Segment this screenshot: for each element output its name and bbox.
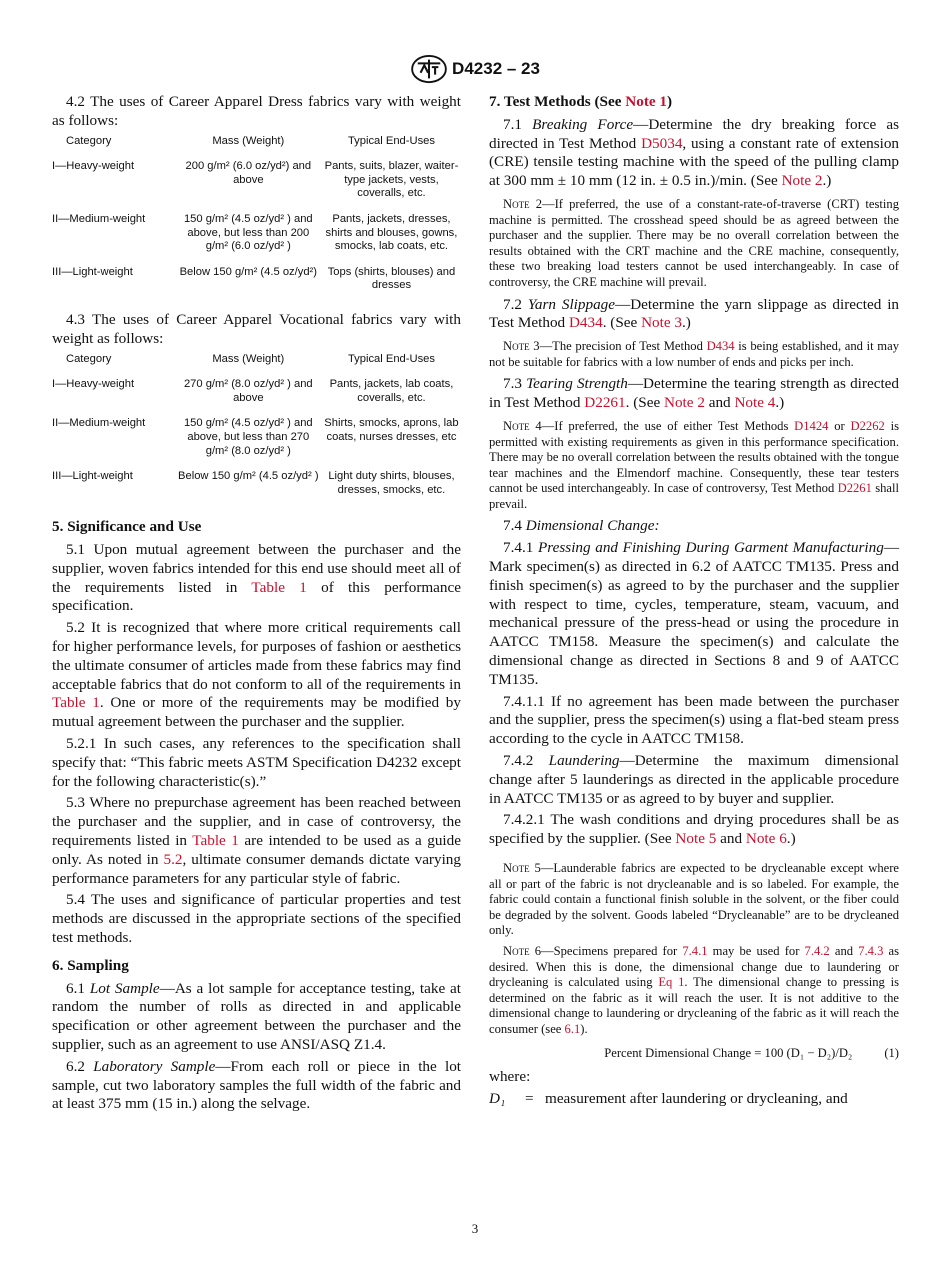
variable-description: measurement after laundering or drycleaning, and <box>545 1090 848 1108</box>
page-number: 3 <box>471 1221 479 1236</box>
para-6-1: 6.1 Lot Sample—As a lot sample for acceptance testing, take at random the number of rolls as directed in and applicable specification or other agreement between the purchaser and the supplier, such as an agreement to use ANSI/ASQ Z1.4. <box>52 979 462 1053</box>
para-7-1: 7.1 Breaking Force—Determine the dry breaking force as directed in Test Method D5034, using a constant rate of extension (CRE) tensile testing machine with the speed of the pulling clamp at 300 mm ± 10 mm (12 in. ± 0.5 in.)/min. (See Note 2.) <box>489 115 900 190</box>
section-5-heading: 5. Significance and Use <box>52 518 202 536</box>
para-7-4-2-1: 7.4.2.1 The wash conditions and drying procedures shall be as specified by the supplier. (See Note 5 and Note 6.) <box>489 811 899 848</box>
table-header: Typical End-Uses <box>347 352 435 365</box>
variable-definition <box>489 1090 899 1109</box>
table-cell: Light duty shirts, blouses, dresses, smocks, etc. <box>328 470 455 496</box>
para-7-2: 7.2 Yarn Slippage—Determine the yarn slippage as directed in Test Method D434. (See Note 3.) <box>489 295 900 332</box>
note-3: Note 3—The precision of Test Method D434 is being established, and it may not be suitable for fabrics with a low number of ends and picks per inch. <box>489 339 899 369</box>
note-3-link[interactable]: Note 3 <box>641 314 682 332</box>
d434-link[interactable]: D434 <box>706 339 735 354</box>
para-7-4: 7.4 Dimensional Change: <box>503 517 660 535</box>
para-7-3: 7.3 Tearing Strength—Determine the tearing strength as directed in Test Method D2261. (See Note 2 and Note 4.) <box>489 375 899 412</box>
astm-logo-icon <box>410 54 448 84</box>
variable-symbol: D₁ <box>489 1090 506 1108</box>
para-4-3: 4.3 The uses of Career Apparel Vocational fabrics vary with weight as follows: <box>52 310 461 347</box>
note-4: Note 4—If preferred, the use of either Test Methods D1424 or D2262 is permitted with existing requirements as given in this performance specification. There may be no overall correlation between the results obtained with the tongue tear machines and the Elmendorf machine. Consequently, these tear testers cannot be used interchangeably. In case of controversy, Test Method D2261 shall prevail. <box>489 418 899 511</box>
table-header: Category <box>66 134 112 147</box>
equation-1-link[interactable]: Eq 1 <box>658 975 685 990</box>
note-1-link[interactable]: Note 1 <box>625 93 668 110</box>
table-row <box>52 470 461 509</box>
note-2: Note 2—If preferred, the use of a constant-rate-of-traverse (CRT) testing machine is permitted. The crosshead speed should be as agreed between the purchaser and the supplier. There may be no overall correlation between the results obtained with the CRT machine and the CRE machine, consequently, these two breaking load testers cannot be used interchangeably. In case of controversy, the CRE machine will prevail. <box>489 196 899 289</box>
table-row <box>52 417 461 470</box>
section-6-heading: 6. Sampling <box>52 956 129 974</box>
table-cell: II—Medium-weight <box>52 212 146 225</box>
para-7-4-1: 7.4.1 Pressing and Finishing During Garment Manufacturing—Mark specimen(s) as directed in 6.2 of AATCC TM135. Press and finish specimen(s) as agreed to by the purchaser and the supplier with respect to time, cycles, temperature, steam, vacuum, and mechanical pressure of the press-head or using the procedure in AATCC TM158. Measure the specimen(s) and calculate the dimensional change as directed in Sections 8 and 9 of AATCC TM135. <box>489 539 899 688</box>
para-6-2: 6.2 Laboratory Sample—From each roll or piece in the lot sample, cut two laboratory samples the full width of the fabric and at least 375 mm (15 in.) along the selvage. <box>52 1057 462 1113</box>
table-cell: III—Light-weight <box>52 265 133 278</box>
note-4-link[interactable]: Note 4 <box>734 394 776 412</box>
table-1-link[interactable]: Table 1 <box>192 832 239 850</box>
note-5: Note 5—Launderable fabrics are expected to be drycleanable except where all or part of the fabric is not drycleanable and is so labeled. For example, the fabric could contain a functional finish soluble in the solvent, or the fiber could be degraded by the solvent. Goods labeled “Drycleanable” are to be drycleaned only. <box>489 861 899 938</box>
d1424-link[interactable]: D1424 <box>794 418 829 433</box>
table-cell: III—Light-weight <box>52 470 133 483</box>
d2261-link[interactable]: D2261 <box>837 481 872 496</box>
table-cell: 150 g/m² (4.5 oz/yd² ) and above, but less than 270 g/m² (8.0 oz/yd² ) <box>183 417 313 457</box>
table-header: Mass (Weight) <box>212 134 285 147</box>
table-cell: II—Medium-weight <box>52 417 146 430</box>
para-5-1: 5.1 Upon mutual agreement between the purchaser and the supplier, woven fabrics intended for this end use should meet all of the requirements listed in Table 1 of this performance specification. <box>52 541 462 615</box>
para-5-2-1: 5.2.1 In such cases, any references to the specification shall specify that: “This fabric meets ASTM Specification D4232 except for the following characteristic(s).” <box>52 735 461 790</box>
table-cell: Pants, jackets, dresses, shirts and blouses, gowns, smocks, lab coats, etc. <box>325 212 458 253</box>
table-row <box>52 266 461 305</box>
equals-sign: = <box>525 1090 534 1108</box>
equation-number: (1) <box>884 1045 899 1060</box>
where-label: where: <box>489 1068 531 1086</box>
table-row <box>52 160 461 213</box>
table-cell: Shirts, smocks, aprons, lab coats, nurses dresses, etc <box>324 417 459 443</box>
table-cell: I—Heavy-weight <box>52 378 135 391</box>
table-cell: 270 g/m² (8.0 oz/yd² ) and above <box>183 378 313 404</box>
section-7-4-2-link[interactable]: 7.4.2 <box>804 944 830 958</box>
table-cell: Tops (shirts, blouses) and dresses <box>327 265 456 292</box>
table-row <box>52 378 461 417</box>
right-column <box>489 93 899 1109</box>
table-cell: Below 150 g/m² (4.5 oz/yd² ) <box>178 470 319 483</box>
table-cell: 150 g/m² (4.5 oz/yd² ) and above, but less than 200 g/m² (6.0 oz/yd² ) <box>183 212 313 253</box>
table-1-link[interactable]: Table 1 <box>251 578 307 596</box>
note-5-link[interactable]: Note 5 <box>675 830 717 848</box>
table-row <box>52 213 461 266</box>
table-cell: Pants, jackets, lab coats, coveralls, etc. <box>329 378 454 404</box>
equation-text: Percent Dimensional Change = 100 (D₁ − D₂)/D₂ <box>604 1045 853 1060</box>
note-2-link[interactable]: Note 2 <box>664 394 705 412</box>
table-1-link[interactable]: Table 1 <box>52 694 100 712</box>
section-7-4-3-link[interactable]: 7.4.3 <box>858 944 884 958</box>
note-6: Note 6—Specimens prepared for 7.4.1 may be used for 7.4.2 and 7.4.3 as desired. When this is done, the dimensional change due to laundering or drycleaning is calculated using Eq 1. The dimensional change to pressing is determined on the fabric as it will reach the user. It is not additive to the dimensional change to laundering or drycleaning of the fabric as it will reach the consumer (see 6.1). <box>489 944 900 1036</box>
left-column <box>52 93 461 1117</box>
note-6-link[interactable]: Note 6 <box>745 830 787 848</box>
section-7-heading: 7. Test Methods (See Note 1) <box>489 93 673 110</box>
table-header: Category <box>66 352 112 365</box>
d434-link[interactable]: D434 <box>568 314 603 332</box>
para-7-4-1-1: 7.4.1.1 If no agreement has been made between the purchaser and the supplier, press the specimen(s) using a flat-bed steam press according to the cycle in AATCC TM158. <box>489 692 899 748</box>
d2262-link[interactable]: D2262 <box>850 418 885 433</box>
document-code: D4232 – 23 <box>452 59 540 78</box>
section-6-1-link[interactable]: 6.1 <box>564 1021 581 1036</box>
para-4-2: 4.2 The uses of Career Apparel Dress fabrics vary with weight as follows: <box>52 93 461 129</box>
table-cell: I—Heavy-weight <box>52 160 135 173</box>
d2261-link[interactable]: D2261 <box>584 394 626 412</box>
para-5-2: 5.2 It is recognized that where more critical requirements call for higher performance levels, for purposes of fashion or aesthetics the ultimate consumer of articles made from these fabrics may find acceptable fabrics that do not conform to all of the requirements in Table 1. One or more of the requirements may be modified by mutual agreement between the purchaser and the supplier. <box>52 619 461 731</box>
table-cell: Below 150 g/m² (4.5 oz/yd²) <box>179 265 318 278</box>
table-cell: Pants, suits, blazer, waiter-type jackets, vests, coveralls, etc. <box>324 160 459 200</box>
section-5-2-link[interactable]: 5.2 <box>163 850 183 868</box>
para-7-4-2: 7.4.2 Laundering—Determine the maximum dimensional change after 5 launderings as directed in the applicable procedure in AATCC TM135 or as agreed to by buyer and supplier. <box>489 752 899 807</box>
para-5-3: 5.3 Where no prepurchase agreement has been reached between the purchaser and the supplier, and in case of controversy, the requirements listed in Table 1 are intended to be used as a guide only. As noted in 5.2, ultimate consumer demands dictate varying performance parameters for any particular style of fabric. <box>52 794 461 887</box>
para-5-4: 5.4 The uses and significance of particular properties and test methods are discussed in the appropriate sections of the specified test methods. <box>52 891 461 947</box>
dress-fabrics-table <box>52 135 461 305</box>
note-2-link[interactable]: Note 2 <box>781 172 823 190</box>
section-7-4-1-link[interactable]: 7.4.1 <box>682 944 708 958</box>
table-header: Mass (Weight) <box>212 352 285 365</box>
equation-1 <box>489 1044 899 1063</box>
table-header: Typical End-Uses <box>347 134 435 147</box>
page-header <box>0 54 950 84</box>
d5034-link[interactable]: D5034 <box>641 134 683 152</box>
vocational-fabrics-table <box>52 353 461 510</box>
table-cell: 200 g/m² (6.0 oz/yd²) and above <box>185 160 312 186</box>
